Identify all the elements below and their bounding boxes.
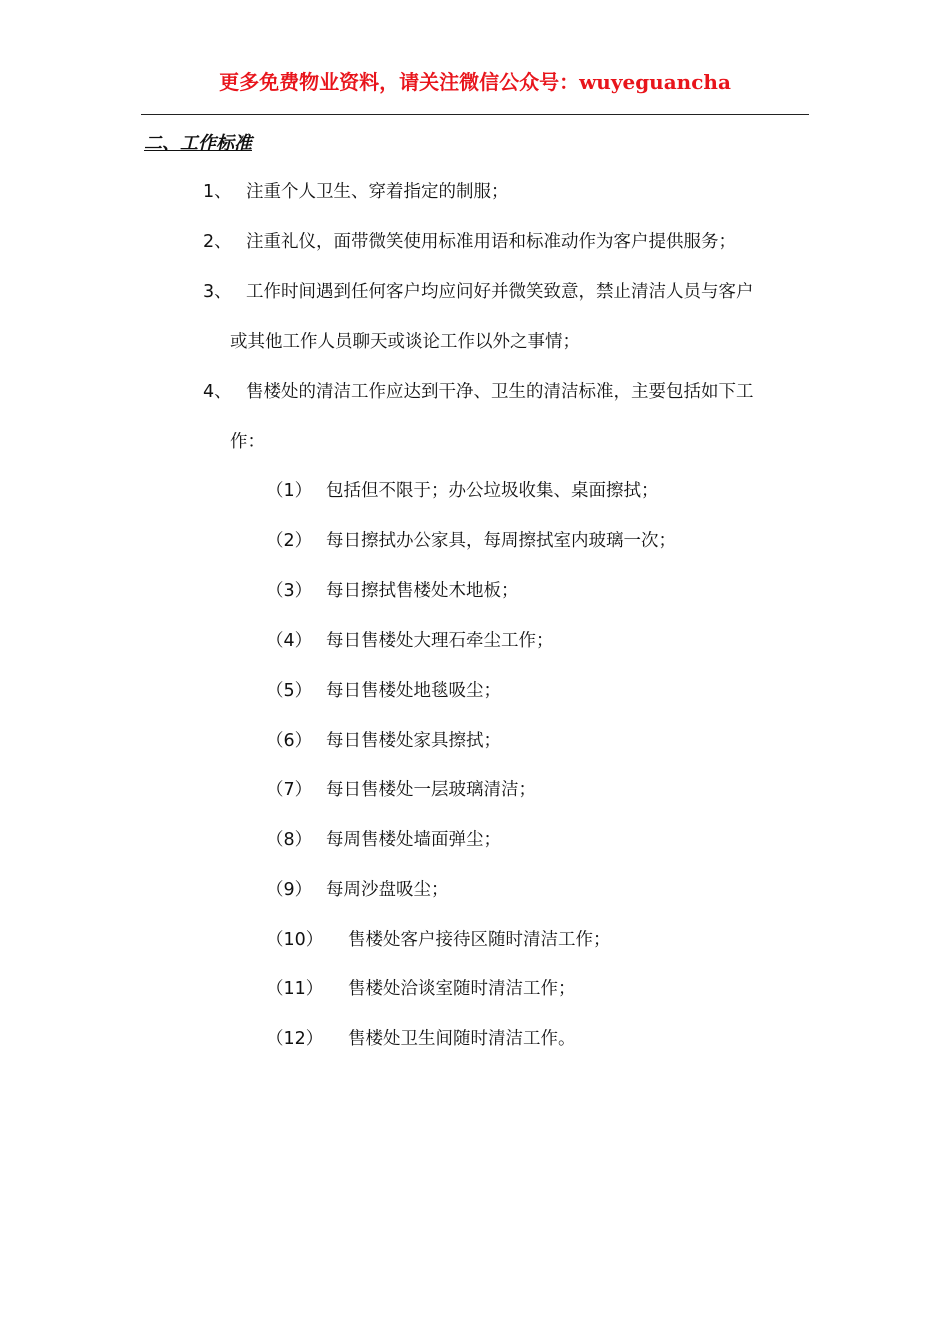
sub-list-item-number: （10） (266, 930, 324, 950)
list-item-text: 售楼处的清洁工作应达到干净、卫生的清洁标准，主要包括如下工 (246, 382, 754, 402)
sub-list-item-number: （7） (266, 780, 313, 800)
list-item-number: 2、 (203, 232, 232, 252)
sub-list-item-number: （8） (266, 830, 313, 850)
list-item-continuation: 作： (230, 432, 265, 452)
sub-list-item-text: 每日售楼处家具擦拭； (326, 731, 501, 751)
sub-list-item-text: 售楼处洽谈室随时清洁工作； (348, 979, 576, 999)
sub-list-item-number: （1） (266, 481, 313, 501)
list-item-text: 注重礼仪，面带微笑使用标准用语和标准动作为客户提供服务； (246, 232, 736, 252)
sub-list-item-text: 包括但不限于；办公垃圾收集、桌面擦拭； (326, 481, 659, 501)
sub-list-item-text: 每日擦拭办公家具，每周擦拭室内玻璃一次； (326, 531, 676, 551)
sub-list-item-number: （12） (266, 1029, 324, 1049)
sub-list-item-text: 每日售楼处地毯吸尘； (326, 681, 501, 701)
list-item-continuation: 或其他工作人员聊天或谈论工作以外之事情； (230, 332, 580, 352)
sub-list-item-number: （5） (266, 681, 313, 701)
list-item-number: 3、 (203, 282, 232, 302)
sub-list-item-text: 售楼处客户接待区随时清洁工作； (348, 930, 611, 950)
list-item-text: 工作时间遇到任何客户均应问好并微笑致意，禁止清洁人员与客户 (246, 282, 754, 302)
sub-list-item-number: （4） (266, 631, 313, 651)
sub-list-item-number: （9） (266, 880, 313, 900)
sub-list-item-text: 每日售楼处一层玻璃清洁； (326, 780, 536, 800)
sub-list-item-text: 每日售楼处大理石牵尘工作； (326, 631, 554, 651)
sub-list-item-text: 每周售楼处墙面弹尘； (326, 830, 501, 850)
sub-list-item-number: （3） (266, 581, 313, 601)
sub-list-item-text: 售楼处卫生间随时清洁工作。 (348, 1029, 576, 1049)
sub-list-item-number: （11） (266, 979, 324, 999)
sub-list-item-number: （2） (266, 531, 313, 551)
list-item-number: 4、 (203, 382, 232, 402)
list-item-text: 注重个人卫生、穿着指定的制服； (246, 182, 509, 202)
section-title: 二、工作标准 (144, 133, 252, 154)
sub-list-item-number: （6） (266, 731, 313, 751)
sub-list-item-text: 每周沙盘吸尘； (326, 880, 449, 900)
page-header-banner: 更多免费物业资料，请关注微信公众号：wuyeguancha (219, 70, 731, 94)
header-divider (141, 114, 809, 115)
list-item-number: 1、 (203, 182, 232, 202)
sub-list-item-text: 每日擦拭售楼处木地板； (326, 581, 519, 601)
